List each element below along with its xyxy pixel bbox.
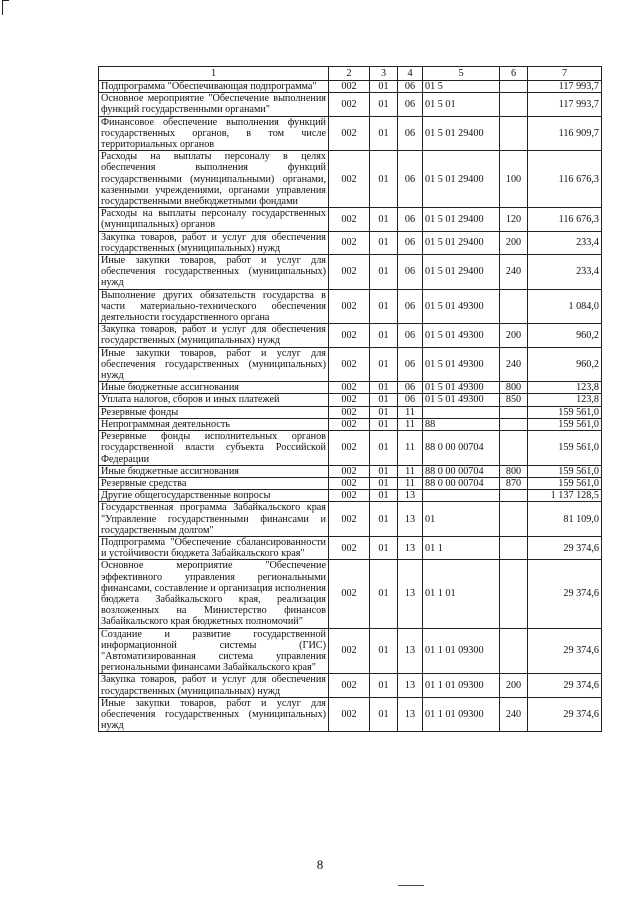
row-amount: 159 561,0 <box>528 406 602 418</box>
row-amount: 1 084,0 <box>528 289 602 324</box>
row-subsection-code: 13 <box>398 490 423 502</box>
column-header-2: 2 <box>329 67 370 81</box>
row-amount: 29 374,6 <box>528 697 602 732</box>
row-section-code: 01 <box>370 502 398 537</box>
row-subsection-code: 06 <box>398 93 423 116</box>
table-row <box>99 477 602 489</box>
row-subsection-code: 11 <box>398 431 423 466</box>
column-header-7: 7 <box>528 67 602 81</box>
row-section-code: 01 <box>370 697 398 732</box>
table-row <box>99 382 602 394</box>
budget-table <box>98 66 602 732</box>
row-admin-code: 002 <box>329 406 370 418</box>
row-expense-type: 200 <box>500 674 528 697</box>
row-name: Иные закупки товаров, работ и услуг для обеспечения государственных (муниципальных) нужд <box>99 697 329 732</box>
row-expense-type <box>500 490 528 502</box>
row-section-code: 01 <box>370 255 398 290</box>
table-header-row <box>99 67 602 81</box>
row-amount: 960,2 <box>528 347 602 382</box>
row-target-article: 01 1 <box>423 536 500 559</box>
row-subsection-code: 06 <box>398 208 423 231</box>
row-expense-type <box>500 431 528 466</box>
row-target-article: 01 5 01 29400 <box>423 116 500 151</box>
row-expense-type: 120 <box>500 208 528 231</box>
row-expense-type: 800 <box>500 465 528 477</box>
row-admin-code: 002 <box>329 394 370 406</box>
row-subsection-code: 06 <box>398 347 423 382</box>
row-name: Расходы на выплаты персоналу в целях обеспечения выполнения функций государственными (муниципальными) органами, казенными учреждениями, органами управления государственными внебюджетными фондами <box>99 151 329 208</box>
row-amount: 960,2 <box>528 324 602 347</box>
row-target-article: 01 5 01 49300 <box>423 347 500 382</box>
row-expense-type <box>500 406 528 418</box>
table-row <box>99 418 602 430</box>
table-row <box>99 536 602 559</box>
table-row <box>99 674 602 697</box>
row-target-article: 88 0 00 00704 <box>423 465 500 477</box>
row-target-article: 88 0 00 00704 <box>423 477 500 489</box>
table-row <box>99 93 602 116</box>
row-amount: 233,4 <box>528 231 602 254</box>
row-section-code: 01 <box>370 289 398 324</box>
row-admin-code: 002 <box>329 382 370 394</box>
row-admin-code: 002 <box>329 490 370 502</box>
row-admin-code: 002 <box>329 560 370 628</box>
table-row <box>99 502 602 537</box>
row-admin-code: 002 <box>329 255 370 290</box>
row-section-code: 01 <box>370 674 398 697</box>
row-expense-type <box>500 289 528 324</box>
row-subsection-code: 06 <box>398 324 423 347</box>
row-subsection-code: 06 <box>398 116 423 151</box>
budget-table-body <box>99 67 602 732</box>
table-row <box>99 697 602 732</box>
row-section-code: 01 <box>370 465 398 477</box>
row-subsection-code: 06 <box>398 289 423 324</box>
row-expense-type: 100 <box>500 151 528 208</box>
row-admin-code: 002 <box>329 324 370 347</box>
column-header-1: 1 <box>99 67 329 81</box>
row-target-article: 01 1 01 09300 <box>423 697 500 732</box>
row-target-article: 01 5 01 49300 <box>423 289 500 324</box>
table-row <box>99 431 602 466</box>
row-admin-code: 002 <box>329 628 370 674</box>
row-name: Расходы на выплаты персоналу государственных (муниципальных) органов <box>99 208 329 231</box>
row-target-article <box>423 490 500 502</box>
row-section-code: 01 <box>370 151 398 208</box>
table-row <box>99 116 602 151</box>
row-name: Основное мероприятие "Обеспечение выполнения функций государственными органами" <box>99 93 329 116</box>
row-amount: 116 676,3 <box>528 208 602 231</box>
row-subsection-code: 11 <box>398 406 423 418</box>
column-header-3: 3 <box>370 67 398 81</box>
row-name: Выполнение других обязательств государства в части материально-технического обеспечения деятельности государственного органа <box>99 289 329 324</box>
row-amount: 159 561,0 <box>528 465 602 477</box>
row-expense-type: 240 <box>500 347 528 382</box>
row-target-article: 01 5 01 29400 <box>423 255 500 290</box>
row-target-article: 88 0 00 00704 <box>423 431 500 466</box>
row-amount: 29 374,6 <box>528 560 602 628</box>
row-amount: 117 993,7 <box>528 93 602 116</box>
row-section-code: 01 <box>370 208 398 231</box>
row-name: Иные бюджетные ассигнования <box>99 465 329 477</box>
row-expense-type: 240 <box>500 697 528 732</box>
row-expense-type <box>500 502 528 537</box>
table-row <box>99 628 602 674</box>
row-amount: 123,8 <box>528 382 602 394</box>
row-name: Закупка товаров, работ и услуг для обеспечения государственных (муниципальных) нужд <box>99 324 329 347</box>
row-name: Резервные фонды <box>99 406 329 418</box>
row-admin-code: 002 <box>329 697 370 732</box>
row-target-article: 01 1 01 09300 <box>423 674 500 697</box>
row-subsection-code: 13 <box>398 536 423 559</box>
row-target-article: 01 5 01 49300 <box>423 324 500 347</box>
row-admin-code: 002 <box>329 289 370 324</box>
row-name: Непрограммная деятельность <box>99 418 329 430</box>
row-section-code: 01 <box>370 536 398 559</box>
row-target-article: 01 5 01 <box>423 93 500 116</box>
corner-mark <box>2 0 9 15</box>
row-subsection-code: 06 <box>398 81 423 93</box>
row-amount: 81 109,0 <box>528 502 602 537</box>
row-expense-type <box>500 116 528 151</box>
row-amount: 29 374,6 <box>528 674 602 697</box>
row-section-code: 01 <box>370 431 398 466</box>
page-number: 8 <box>316 857 324 872</box>
row-target-article: 01 5 01 49300 <box>423 382 500 394</box>
row-subsection-code: 11 <box>398 465 423 477</box>
row-admin-code: 002 <box>329 347 370 382</box>
row-subsection-code: 13 <box>398 560 423 628</box>
row-amount: 159 561,0 <box>528 418 602 430</box>
row-subsection-code: 13 <box>398 674 423 697</box>
row-subsection-code: 06 <box>398 382 423 394</box>
row-admin-code: 002 <box>329 674 370 697</box>
table-row <box>99 151 602 208</box>
row-name: Закупка товаров, работ и услуг для обеспечения государственных (муниципальных) нужд <box>99 231 329 254</box>
row-subsection-code: 06 <box>398 255 423 290</box>
row-name: Финансовое обеспечение выполнения функций государственных органов, в том числе территориальных органов <box>99 116 329 151</box>
column-header-4: 4 <box>398 67 423 81</box>
row-amount: 1 137 128,5 <box>528 490 602 502</box>
row-admin-code: 002 <box>329 231 370 254</box>
row-subsection-code: 13 <box>398 502 423 537</box>
row-expense-type: 800 <box>500 382 528 394</box>
row-name: Основное мероприятие "Обеспечение эффективного управления региональными финансами, составление и организация исполнения бюджета Забайкальского края, реализация возложенных на Министерство финансов Забайкальского края бюджетных полномочий" <box>99 560 329 628</box>
row-expense-type <box>500 560 528 628</box>
row-admin-code: 002 <box>329 81 370 93</box>
row-name: Подпрограмма "Обеспечивающая подпрограмма" <box>99 81 329 93</box>
row-expense-type: 200 <box>500 324 528 347</box>
row-expense-type <box>500 628 528 674</box>
row-admin-code: 002 <box>329 116 370 151</box>
row-section-code: 01 <box>370 406 398 418</box>
row-name: Закупка товаров, работ и услуг для обеспечения государственных (муниципальных) нужд <box>99 674 329 697</box>
row-target-article: 01 5 01 29400 <box>423 208 500 231</box>
row-section-code: 01 <box>370 347 398 382</box>
row-target-article: 01 5 <box>423 81 500 93</box>
row-subsection-code: 13 <box>398 628 423 674</box>
table-row <box>99 490 602 502</box>
row-section-code: 01 <box>370 93 398 116</box>
footer-rule <box>398 885 424 886</box>
row-name: Создание и развитие государственной информационной системы (ГИС) "Автоматизированная система управления региональными финансами Забайкальского края" <box>99 628 329 674</box>
row-target-article: 01 5 01 29400 <box>423 151 500 208</box>
row-name: Иные закупки товаров, работ и услуг для обеспечения государственных (муниципальных) нужд <box>99 347 329 382</box>
row-section-code: 01 <box>370 418 398 430</box>
row-section-code: 01 <box>370 324 398 347</box>
row-subsection-code: 06 <box>398 151 423 208</box>
row-expense-type: 870 <box>500 477 528 489</box>
row-admin-code: 002 <box>329 431 370 466</box>
row-target-article: 01 5 01 29400 <box>423 231 500 254</box>
row-section-code: 01 <box>370 116 398 151</box>
table-row <box>99 255 602 290</box>
row-name: Иные закупки товаров, работ и услуг для обеспечения государственных (муниципальных) нужд <box>99 255 329 290</box>
table-row <box>99 208 602 231</box>
row-target-article: 01 1 01 09300 <box>423 628 500 674</box>
row-section-code: 01 <box>370 560 398 628</box>
row-name: Иные бюджетные ассигнования <box>99 382 329 394</box>
row-amount: 116 676,3 <box>528 151 602 208</box>
row-expense-type <box>500 418 528 430</box>
table-row <box>99 289 602 324</box>
table-row <box>99 406 602 418</box>
row-subsection-code: 11 <box>398 477 423 489</box>
row-amount: 29 374,6 <box>528 628 602 674</box>
row-amount: 116 909,7 <box>528 116 602 151</box>
row-section-code: 01 <box>370 382 398 394</box>
column-header-5: 5 <box>423 67 500 81</box>
row-name: Резервные средства <box>99 477 329 489</box>
row-section-code: 01 <box>370 394 398 406</box>
row-admin-code: 002 <box>329 536 370 559</box>
row-admin-code: 002 <box>329 208 370 231</box>
row-name: Государственная программа Забайкальского края "Управление государственными финансами и государственным долгом" <box>99 502 329 537</box>
row-section-code: 01 <box>370 81 398 93</box>
row-section-code: 01 <box>370 628 398 674</box>
row-name: Резервные фонды исполнительных органов государственной власти субъекта Российской Федерации <box>99 431 329 466</box>
row-amount: 159 561,0 <box>528 477 602 489</box>
row-name: Уплата налогов, сборов и иных платежей <box>99 394 329 406</box>
table-row <box>99 394 602 406</box>
table-row <box>99 81 602 93</box>
row-target-article: 88 <box>423 418 500 430</box>
row-admin-code: 002 <box>329 418 370 430</box>
row-amount: 117 993,7 <box>528 81 602 93</box>
row-subsection-code: 13 <box>398 697 423 732</box>
row-amount: 123,8 <box>528 394 602 406</box>
table-row <box>99 231 602 254</box>
row-admin-code: 002 <box>329 477 370 489</box>
row-subsection-code: 06 <box>398 394 423 406</box>
row-admin-code: 002 <box>329 151 370 208</box>
row-target-article <box>423 406 500 418</box>
row-expense-type: 200 <box>500 231 528 254</box>
row-expense-type: 240 <box>500 255 528 290</box>
table-row <box>99 465 602 477</box>
row-expense-type <box>500 81 528 93</box>
row-subsection-code: 06 <box>398 231 423 254</box>
row-admin-code: 002 <box>329 465 370 477</box>
row-section-code: 01 <box>370 231 398 254</box>
row-target-article: 01 <box>423 502 500 537</box>
table-row <box>99 324 602 347</box>
column-header-6: 6 <box>500 67 528 81</box>
row-name: Другие общегосударственные вопросы <box>99 490 329 502</box>
row-expense-type <box>500 536 528 559</box>
table-row <box>99 347 602 382</box>
row-section-code: 01 <box>370 490 398 502</box>
row-admin-code: 002 <box>329 93 370 116</box>
row-amount: 29 374,6 <box>528 536 602 559</box>
row-name: Подпрограмма "Обеспечение сбалансированности и устойчивости бюджета Забайкальского края" <box>99 536 329 559</box>
row-amount: 233,4 <box>528 255 602 290</box>
row-expense-type: 850 <box>500 394 528 406</box>
row-amount: 159 561,0 <box>528 431 602 466</box>
row-target-article: 01 5 01 49300 <box>423 394 500 406</box>
row-subsection-code: 11 <box>398 418 423 430</box>
row-admin-code: 002 <box>329 502 370 537</box>
table-row <box>99 560 602 628</box>
row-expense-type <box>500 93 528 116</box>
row-section-code: 01 <box>370 477 398 489</box>
row-target-article: 01 1 01 <box>423 560 500 628</box>
